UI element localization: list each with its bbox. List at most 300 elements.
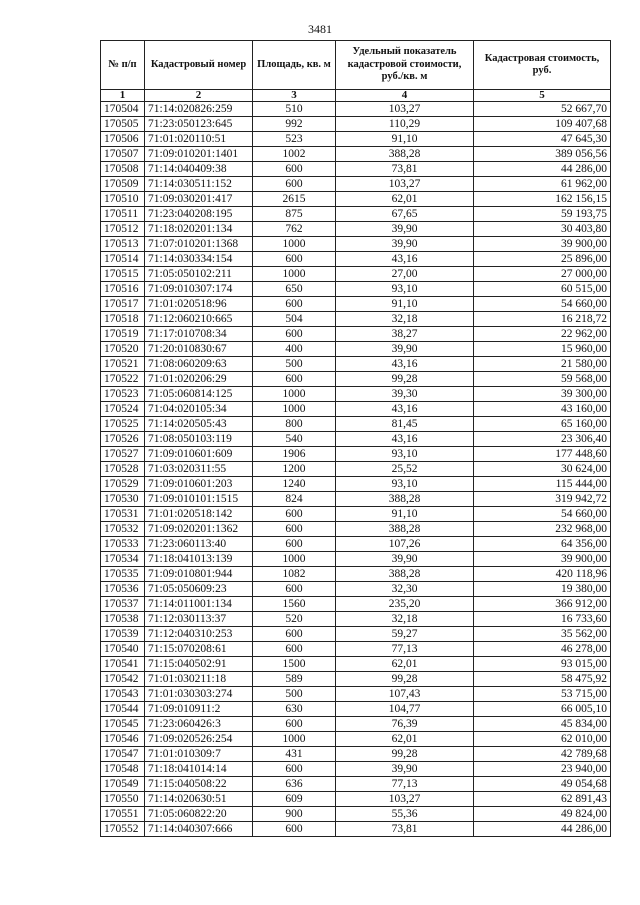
row-number-cell: 170522 — [101, 372, 145, 387]
row-number-cell: 170510 — [101, 192, 145, 207]
row-number-cell: 170521 — [101, 357, 145, 372]
table-row — [101, 117, 611, 132]
specific-value-cell: 388,28 — [336, 522, 474, 537]
cadastral-value-cell: 39 900,00 — [474, 552, 611, 567]
cadastral-number-cell: 71:01:020518:96 — [145, 297, 253, 312]
specific-value-cell: 388,28 — [336, 567, 474, 582]
cadastral-number-cell: 71:01:020110:51 — [145, 132, 253, 147]
cadastral-value-cell: 58 475,92 — [474, 672, 611, 687]
cadastral-value-cell: 19 380,00 — [474, 582, 611, 597]
cadastral-number-cell: 71:05:060822:20 — [145, 807, 253, 822]
cadastral-number-cell: 71:08:050103:119 — [145, 432, 253, 447]
cadastral-number-cell: 71:05:050609:23 — [145, 582, 253, 597]
cadastral-number-cell: 71:12:060210:665 — [145, 312, 253, 327]
cadastral-value-cell: 62 891,43 — [474, 792, 611, 807]
row-number-cell: 170538 — [101, 612, 145, 627]
table-row — [101, 162, 611, 177]
cadastral-value-cell: 59 568,00 — [474, 372, 611, 387]
table-row — [101, 387, 611, 402]
table-row — [101, 237, 611, 252]
row-number-cell: 170515 — [101, 267, 145, 282]
specific-value-cell: 103,27 — [336, 177, 474, 192]
cadastral-number-cell: 71:14:030511:152 — [145, 177, 253, 192]
cadastral-number-cell: 71:07:010201:1368 — [145, 237, 253, 252]
cadastral-value-cell: 39 900,00 — [474, 237, 611, 252]
cadastral-value-cell: 16 733,60 — [474, 612, 611, 627]
specific-value-cell: 67,65 — [336, 207, 474, 222]
cadastral-value-cell: 53 715,00 — [474, 687, 611, 702]
specific-value-cell: 76,39 — [336, 717, 474, 732]
cadastral-number-cell: 71:09:010801:944 — [145, 567, 253, 582]
cadastral-value-cell: 319 942,72 — [474, 492, 611, 507]
cadastral-number-cell: 71:14:020630:51 — [145, 792, 253, 807]
table-row — [101, 552, 611, 567]
specific-value-cell: 91,10 — [336, 507, 474, 522]
row-number-cell: 170548 — [101, 762, 145, 777]
table-row — [101, 252, 611, 267]
area-cell: 600 — [253, 522, 336, 537]
cadastral-value-cell: 42 789,68 — [474, 747, 611, 762]
row-number-cell: 170541 — [101, 657, 145, 672]
cadastral-number-cell: 71:15:070208:61 — [145, 642, 253, 657]
cadastral-value-cell: 93 015,00 — [474, 657, 611, 672]
table-body — [101, 102, 611, 837]
table-row — [101, 582, 611, 597]
specific-value-cell: 62,01 — [336, 657, 474, 672]
cadastral-value-cell: 30 403,80 — [474, 222, 611, 237]
row-number-cell: 170533 — [101, 537, 145, 552]
specific-value-cell: 32,30 — [336, 582, 474, 597]
cadastral-number-cell: 71:09:010307:174 — [145, 282, 253, 297]
area-cell: 1082 — [253, 567, 336, 582]
row-number-cell: 170507 — [101, 147, 145, 162]
row-number-cell: 170546 — [101, 732, 145, 747]
cadastral-value-cell: 21 580,00 — [474, 357, 611, 372]
header-area: Площадь, кв. м — [253, 41, 336, 90]
cadastral-value-cell: 109 407,68 — [474, 117, 611, 132]
area-cell: 1000 — [253, 402, 336, 417]
specific-value-cell: 91,10 — [336, 132, 474, 147]
cadastral-value-cell: 64 356,00 — [474, 537, 611, 552]
table-row — [101, 792, 611, 807]
specific-value-cell: 62,01 — [336, 192, 474, 207]
table-row — [101, 447, 611, 462]
specific-value-cell: 103,27 — [336, 792, 474, 807]
area-cell: 992 — [253, 117, 336, 132]
area-cell: 609 — [253, 792, 336, 807]
header-cadastral-number: Кадастровый номер — [145, 41, 253, 90]
row-number-cell: 170520 — [101, 342, 145, 357]
area-cell: 600 — [253, 762, 336, 777]
cadastral-value-cell: 54 660,00 — [474, 297, 611, 312]
table-row — [101, 132, 611, 147]
column-number-4: 4 — [336, 90, 474, 102]
specific-value-cell: 39,30 — [336, 387, 474, 402]
cadastral-number-cell: 71:09:010101:1515 — [145, 492, 253, 507]
area-cell: 600 — [253, 822, 336, 837]
specific-value-cell: 99,28 — [336, 372, 474, 387]
table-row — [101, 642, 611, 657]
area-cell: 1500 — [253, 657, 336, 672]
row-number-cell: 170535 — [101, 567, 145, 582]
area-cell: 589 — [253, 672, 336, 687]
cadastral-value-cell: 23 940,00 — [474, 762, 611, 777]
row-number-cell: 170540 — [101, 642, 145, 657]
row-number-cell: 170523 — [101, 387, 145, 402]
area-cell: 600 — [253, 582, 336, 597]
table-row — [101, 597, 611, 612]
cadastral-number-cell: 71:12:030113:37 — [145, 612, 253, 627]
specific-value-cell: 27,00 — [336, 267, 474, 282]
specific-value-cell: 25,52 — [336, 462, 474, 477]
area-cell: 600 — [253, 717, 336, 732]
table-row — [101, 657, 611, 672]
specific-value-cell: 77,13 — [336, 642, 474, 657]
area-cell: 1240 — [253, 477, 336, 492]
specific-value-cell: 99,28 — [336, 747, 474, 762]
cadastral-number-cell: 71:05:060814:125 — [145, 387, 253, 402]
row-number-cell: 170506 — [101, 132, 145, 147]
table-row — [101, 357, 611, 372]
area-cell: 500 — [253, 357, 336, 372]
cadastral-value-table — [100, 40, 611, 837]
cadastral-number-cell: 71:09:020201:1362 — [145, 522, 253, 537]
specific-value-cell: 43,16 — [336, 432, 474, 447]
cadastral-value-cell: 232 968,00 — [474, 522, 611, 537]
specific-value-cell: 107,26 — [336, 537, 474, 552]
area-cell: 540 — [253, 432, 336, 447]
area-cell: 650 — [253, 282, 336, 297]
cadastral-number-cell: 71:01:020518:142 — [145, 507, 253, 522]
cadastral-value-cell: 44 286,00 — [474, 822, 611, 837]
table-row — [101, 312, 611, 327]
row-number-cell: 170537 — [101, 597, 145, 612]
cadastral-value-cell: 115 444,00 — [474, 477, 611, 492]
area-cell: 824 — [253, 492, 336, 507]
cadastral-number-cell: 71:09:010601:203 — [145, 477, 253, 492]
specific-value-cell: 38,27 — [336, 327, 474, 342]
cadastral-number-cell: 71:04:020105:34 — [145, 402, 253, 417]
row-number-cell: 170530 — [101, 492, 145, 507]
cadastral-number-cell: 71:09:030201:417 — [145, 192, 253, 207]
table-row — [101, 507, 611, 522]
area-cell: 600 — [253, 507, 336, 522]
area-cell: 1000 — [253, 732, 336, 747]
table-row — [101, 777, 611, 792]
area-cell: 600 — [253, 177, 336, 192]
row-number-cell: 170542 — [101, 672, 145, 687]
table-row — [101, 402, 611, 417]
table-row — [101, 327, 611, 342]
table-row — [101, 537, 611, 552]
specific-value-cell: 235,20 — [336, 597, 474, 612]
row-number-cell: 170524 — [101, 402, 145, 417]
row-number-cell: 170519 — [101, 327, 145, 342]
table-row — [101, 297, 611, 312]
specific-value-cell: 43,16 — [336, 402, 474, 417]
area-cell: 1002 — [253, 147, 336, 162]
cadastral-number-cell: 71:23:040208:195 — [145, 207, 253, 222]
row-number-cell: 170528 — [101, 462, 145, 477]
cadastral-value-cell: 62 010,00 — [474, 732, 611, 747]
area-cell: 1000 — [253, 387, 336, 402]
column-number-1: 1 — [101, 90, 145, 102]
cadastral-number-cell: 71:01:020206:29 — [145, 372, 253, 387]
column-number-2: 2 — [145, 90, 253, 102]
cadastral-value-cell: 23 306,40 — [474, 432, 611, 447]
row-number-cell: 170511 — [101, 207, 145, 222]
area-cell: 400 — [253, 342, 336, 357]
area-cell: 600 — [253, 162, 336, 177]
column-number-5: 5 — [474, 90, 611, 102]
table-row — [101, 687, 611, 702]
cadastral-value-cell: 15 960,00 — [474, 342, 611, 357]
table-row — [101, 612, 611, 627]
row-number-cell: 170514 — [101, 252, 145, 267]
cadastral-value-cell: 52 667,70 — [474, 102, 611, 117]
cadastral-number-cell: 71:14:011001:134 — [145, 597, 253, 612]
cadastral-number-cell: 71:23:050123:645 — [145, 117, 253, 132]
specific-value-cell: 93,10 — [336, 282, 474, 297]
cadastral-value-cell: 39 300,00 — [474, 387, 611, 402]
table-row — [101, 477, 611, 492]
row-number-cell: 170516 — [101, 282, 145, 297]
cadastral-value-cell: 27 000,00 — [474, 267, 611, 282]
cadastral-number-cell: 71:14:020505:43 — [145, 417, 253, 432]
table-row — [101, 207, 611, 222]
table-row — [101, 267, 611, 282]
specific-value-cell: 81,45 — [336, 417, 474, 432]
cadastral-number-cell: 71:23:060113:40 — [145, 537, 253, 552]
row-number-cell: 170513 — [101, 237, 145, 252]
specific-value-cell: 39,90 — [336, 237, 474, 252]
row-number-cell: 170512 — [101, 222, 145, 237]
row-number-cell: 170552 — [101, 822, 145, 837]
cadastral-value-cell: 65 160,00 — [474, 417, 611, 432]
cadastral-number-cell: 71:14:040307:666 — [145, 822, 253, 837]
row-number-cell: 170550 — [101, 792, 145, 807]
cadastral-value-cell: 30 624,00 — [474, 462, 611, 477]
specific-value-cell: 39,90 — [336, 762, 474, 777]
row-number-cell: 170534 — [101, 552, 145, 567]
specific-value-cell: 55,36 — [336, 807, 474, 822]
header-cadastral-value: Кадастровая стоимость, руб. — [474, 41, 611, 90]
cadastral-number-cell: 71:17:010708:34 — [145, 327, 253, 342]
cadastral-value-cell: 44 286,00 — [474, 162, 611, 177]
table-row — [101, 747, 611, 762]
row-number-cell: 170517 — [101, 297, 145, 312]
cadastral-value-cell: 54 660,00 — [474, 507, 611, 522]
cadastral-value-cell: 46 278,00 — [474, 642, 611, 657]
specific-value-cell: 93,10 — [336, 477, 474, 492]
table-row — [101, 762, 611, 777]
table-row — [101, 432, 611, 447]
cadastral-number-cell: 71:14:030334:154 — [145, 252, 253, 267]
cadastral-number-cell: 71:23:060426:3 — [145, 717, 253, 732]
column-number-3: 3 — [253, 90, 336, 102]
cadastral-value-cell: 16 218,72 — [474, 312, 611, 327]
area-cell: 1000 — [253, 237, 336, 252]
cadastral-number-cell: 71:15:040502:91 — [145, 657, 253, 672]
area-cell: 800 — [253, 417, 336, 432]
row-number-cell: 170532 — [101, 522, 145, 537]
specific-value-cell: 110,29 — [336, 117, 474, 132]
table-row — [101, 822, 611, 837]
cadastral-number-cell: 71:01:030211:18 — [145, 672, 253, 687]
row-number-cell: 170531 — [101, 507, 145, 522]
specific-value-cell: 39,90 — [336, 222, 474, 237]
area-cell: 1560 — [253, 597, 336, 612]
area-cell: 630 — [253, 702, 336, 717]
table-row — [101, 222, 611, 237]
area-cell: 600 — [253, 642, 336, 657]
row-number-cell: 170543 — [101, 687, 145, 702]
specific-value-cell: 32,18 — [336, 612, 474, 627]
cadastral-number-cell: 71:14:020826:259 — [145, 102, 253, 117]
row-number-cell: 170547 — [101, 747, 145, 762]
area-cell: 875 — [253, 207, 336, 222]
specific-value-cell: 43,16 — [336, 357, 474, 372]
cadastral-value-cell: 162 156,15 — [474, 192, 611, 207]
row-number-cell: 170539 — [101, 627, 145, 642]
table-row — [101, 177, 611, 192]
area-cell: 431 — [253, 747, 336, 762]
cadastral-value-cell: 43 160,00 — [474, 402, 611, 417]
table-row — [101, 732, 611, 747]
cadastral-value-cell: 420 118,96 — [474, 567, 611, 582]
cadastral-value-cell: 389 056,56 — [474, 147, 611, 162]
cadastral-number-cell: 71:09:010201:1401 — [145, 147, 253, 162]
area-cell: 600 — [253, 372, 336, 387]
specific-value-cell: 103,27 — [336, 102, 474, 117]
area-cell: 2615 — [253, 192, 336, 207]
row-number-cell: 170551 — [101, 807, 145, 822]
row-number-cell: 170529 — [101, 477, 145, 492]
table-row — [101, 672, 611, 687]
area-cell: 600 — [253, 627, 336, 642]
specific-value-cell: 99,28 — [336, 672, 474, 687]
table-row — [101, 147, 611, 162]
cadastral-number-cell: 71:01:030303:274 — [145, 687, 253, 702]
cadastral-value-cell: 366 912,00 — [474, 597, 611, 612]
header-specific-value: Удельный показатель кадастровой стоимости, руб./кв. м — [336, 41, 474, 90]
specific-value-cell: 39,90 — [336, 342, 474, 357]
area-cell: 1000 — [253, 552, 336, 567]
row-number-cell: 170545 — [101, 717, 145, 732]
row-number-cell: 170549 — [101, 777, 145, 792]
area-cell: 636 — [253, 777, 336, 792]
specific-value-cell: 43,16 — [336, 252, 474, 267]
table-row — [101, 192, 611, 207]
row-number-cell: 170536 — [101, 582, 145, 597]
cadastral-value-cell: 47 645,30 — [474, 132, 611, 147]
table-row — [101, 342, 611, 357]
specific-value-cell: 62,01 — [336, 732, 474, 747]
table-row — [101, 462, 611, 477]
cadastral-number-cell: 71:18:020201:134 — [145, 222, 253, 237]
cadastral-value-cell: 66 005,10 — [474, 702, 611, 717]
table-row — [101, 717, 611, 732]
specific-value-cell: 388,28 — [336, 147, 474, 162]
area-cell: 600 — [253, 297, 336, 312]
area-cell: 523 — [253, 132, 336, 147]
table-row — [101, 522, 611, 537]
cadastral-value-cell: 35 562,00 — [474, 627, 611, 642]
specific-value-cell: 104,77 — [336, 702, 474, 717]
area-cell: 600 — [253, 252, 336, 267]
area-cell: 1200 — [253, 462, 336, 477]
table-row — [101, 492, 611, 507]
cadastral-number-cell: 71:03:020311:55 — [145, 462, 253, 477]
cadastral-value-cell: 25 896,00 — [474, 252, 611, 267]
row-number-cell: 170527 — [101, 447, 145, 462]
table-row — [101, 102, 611, 117]
row-number-cell: 170505 — [101, 117, 145, 132]
area-cell: 500 — [253, 687, 336, 702]
row-number-cell: 170504 — [101, 102, 145, 117]
area-cell: 520 — [253, 612, 336, 627]
specific-value-cell: 59,27 — [336, 627, 474, 642]
row-number-cell: 170508 — [101, 162, 145, 177]
cadastral-number-cell: 71:18:041014:14 — [145, 762, 253, 777]
area-cell: 762 — [253, 222, 336, 237]
cadastral-number-cell: 71:15:040508:22 — [145, 777, 253, 792]
row-number-cell: 170526 — [101, 432, 145, 447]
cadastral-number-cell: 71:14:040409:38 — [145, 162, 253, 177]
cadastral-value-cell: 61 962,00 — [474, 177, 611, 192]
table-row — [101, 702, 611, 717]
cadastral-number-cell: 71:18:041013:139 — [145, 552, 253, 567]
cadastral-value-cell: 45 834,00 — [474, 717, 611, 732]
cadastral-number-cell: 71:08:060209:63 — [145, 357, 253, 372]
specific-value-cell: 77,13 — [336, 777, 474, 792]
area-cell: 600 — [253, 327, 336, 342]
row-number-cell: 170509 — [101, 177, 145, 192]
page-number: 3481 — [308, 22, 332, 36]
table-row — [101, 282, 611, 297]
cadastral-number-cell: 71:09:020526:254 — [145, 732, 253, 747]
specific-value-cell: 93,10 — [336, 447, 474, 462]
cadastral-number-cell: 71:09:010911:2 — [145, 702, 253, 717]
area-cell: 510 — [253, 102, 336, 117]
area-cell: 1000 — [253, 267, 336, 282]
cadastral-number-cell: 71:05:050102:211 — [145, 267, 253, 282]
row-number-cell: 170544 — [101, 702, 145, 717]
specific-value-cell: 388,28 — [336, 492, 474, 507]
area-cell: 900 — [253, 807, 336, 822]
specific-value-cell: 107,43 — [336, 687, 474, 702]
cadastral-number-cell: 71:01:010309:7 — [145, 747, 253, 762]
row-number-cell: 170525 — [101, 417, 145, 432]
cadastral-value-cell: 177 448,60 — [474, 447, 611, 462]
specific-value-cell: 91,10 — [336, 297, 474, 312]
cadastral-value-cell: 60 515,00 — [474, 282, 611, 297]
table-row — [101, 567, 611, 582]
cadastral-number-cell: 71:09:010601:609 — [145, 447, 253, 462]
cadastral-value-cell: 22 962,00 — [474, 327, 611, 342]
cadastral-value-cell: 49 824,00 — [474, 807, 611, 822]
table-row — [101, 807, 611, 822]
table-row — [101, 417, 611, 432]
cadastral-value-cell: 59 193,75 — [474, 207, 611, 222]
specific-value-cell: 73,81 — [336, 162, 474, 177]
area-cell: 600 — [253, 537, 336, 552]
specific-value-cell: 39,90 — [336, 552, 474, 567]
specific-value-cell: 32,18 — [336, 312, 474, 327]
table-row — [101, 372, 611, 387]
cadastral-number-cell: 71:20:010830:67 — [145, 342, 253, 357]
cadastral-number-cell: 71:12:040310:253 — [145, 627, 253, 642]
